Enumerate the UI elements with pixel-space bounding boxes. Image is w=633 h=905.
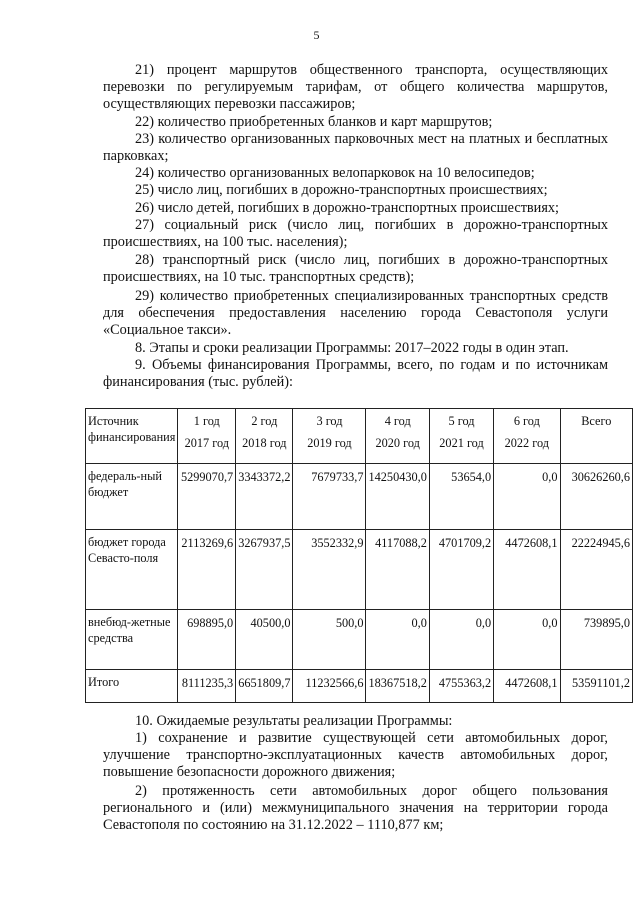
cell-value: 3552332,9 xyxy=(293,530,366,610)
header-source: Источник финансирования xyxy=(86,409,178,464)
financing-table xyxy=(85,408,633,703)
cell-total: 30626260,6 xyxy=(560,464,632,530)
cell-value: 7679733,7 xyxy=(293,464,366,530)
cell-value: 18367518,2 xyxy=(366,670,429,703)
header-year-label: 2020 год xyxy=(375,436,420,450)
header-year-num: 4 год xyxy=(384,414,411,428)
cell-value: 8111235,3 xyxy=(178,670,236,703)
cell-value: 0,0 xyxy=(429,610,493,670)
list-item-29: 29) количество приобретенных специализированных транспортных средств для обеспечения предоставления населению города Севастополя услуги «Социальное такси». xyxy=(103,288,608,338)
cell-value: 53654,0 xyxy=(429,464,493,530)
cell-value: 4701709,2 xyxy=(429,530,493,610)
header-year-num: 2 год xyxy=(251,414,278,428)
cell-value: 4472608,1 xyxy=(494,670,560,703)
cell-value: 4472608,1 xyxy=(494,530,560,610)
header-year-1 xyxy=(178,409,236,464)
section-9-financing: 9. Объемы финансирования Программы, всего, по годам и по источникам финансирования (тыс. рублей): xyxy=(103,357,608,390)
header-year-num: 5 год xyxy=(448,414,475,428)
page-number: 5 xyxy=(313,28,320,42)
list-item-28: 28) транспортный риск (число лиц, погибших в дорожно-транспортных происшествиях, на 10 тыс. транспортных средств); xyxy=(103,252,608,285)
table-header-row xyxy=(86,409,633,464)
cell-total: 53591101,2 xyxy=(560,670,632,703)
header-year-5 xyxy=(429,409,493,464)
header-year-num: 1 год xyxy=(193,414,220,428)
header-year-label: 2021 год xyxy=(439,436,484,450)
cell-total: 739895,0 xyxy=(560,610,632,670)
header-total: Всего xyxy=(560,409,632,464)
header-year-2 xyxy=(236,409,293,464)
cell-value: 3267937,5 xyxy=(236,530,293,610)
list-item-24: 24) количество организованных велопарковок на 10 велосипедов; xyxy=(135,165,535,181)
cell-value: 5299070,7 xyxy=(178,464,236,530)
row-label: бюджет города Севасто-поля xyxy=(86,530,178,610)
cell-value: 3343372,2 xyxy=(236,464,293,530)
header-year-6 xyxy=(494,409,560,464)
row-label: внебюд-жетные средства xyxy=(86,610,178,670)
result-item-1: 1) сохранение и развитие существующей сети автомобильных дорог, улучшение транспортно-эксплуатационных качеств автомобильных дорог, повышение безопасности дорожного движения; xyxy=(103,730,608,780)
list-item-26: 26) число детей, погибших в дорожно-транспортных происшествиях; xyxy=(135,200,560,216)
cell-total: 22224945,6 xyxy=(560,530,632,610)
cell-value: 14250430,0 xyxy=(366,464,429,530)
header-year-label: 2017 год xyxy=(184,436,230,450)
header-year-label: 2022 год xyxy=(504,436,550,450)
cell-value: 698895,0 xyxy=(178,610,236,670)
cell-value: 500,0 xyxy=(293,610,366,670)
section-8-stages: 8. Этапы и сроки реализации Программы: 2017–2022 годы в один этап. xyxy=(135,340,569,356)
header-year-label: 2018 год xyxy=(242,436,287,450)
table-row-extra-budget xyxy=(86,610,633,670)
cell-value: 0,0 xyxy=(494,464,560,530)
table-row-federal xyxy=(86,464,633,530)
cell-value: 4755363,2 xyxy=(429,670,493,703)
cell-value: 11232566,6 xyxy=(293,670,366,703)
cell-value: 0,0 xyxy=(494,610,560,670)
header-year-num: 3 год xyxy=(316,414,343,428)
row-label: Итого xyxy=(86,670,178,703)
cell-value: 4117088,2 xyxy=(366,530,429,610)
list-item-27: 27) социальный риск (число лиц, погибших в дорожно-транспортных происшествиях, на 100 тыс. населения); xyxy=(103,217,608,250)
header-year-label: 2019 год xyxy=(307,436,352,450)
header-year-num: 6 год xyxy=(513,414,540,428)
header-year-4 xyxy=(366,409,429,464)
list-item-23: 23) количество организованных парковочных мест на платных и бесплатных парковках; xyxy=(103,131,608,164)
header-year-3 xyxy=(293,409,366,464)
cell-value: 0,0 xyxy=(366,610,429,670)
table-row-city-budget xyxy=(86,530,633,610)
cell-value: 2113269,6 xyxy=(178,530,236,610)
result-item-2: 2) протяженность сети автомобильных дорог общего пользования регионального и (или) межмуниципального значения на территории города Севастополя по состоянию на 31.12.2022 – 1110,877 км; xyxy=(103,783,608,833)
row-label: федераль-ный бюджет xyxy=(86,464,178,530)
table-row-total xyxy=(86,670,633,703)
cell-value: 6651809,7 xyxy=(236,670,293,703)
list-item-22: 22) количество приобретенных бланков и карт маршрутов; xyxy=(135,114,493,130)
cell-value: 40500,0 xyxy=(236,610,293,670)
list-item-21: 21) процент маршрутов общественного транспорта, осуществляющих перевозки по регулируемым тарифам, от общего количества маршрутов, осуществляющих перевозки пассажиров; xyxy=(103,62,608,112)
list-item-25: 25) число лиц, погибших в дорожно-транспортных происшествиях; xyxy=(135,182,548,198)
section-10-results: 10. Ожидаемые результаты реализации Программы: xyxy=(135,713,453,729)
